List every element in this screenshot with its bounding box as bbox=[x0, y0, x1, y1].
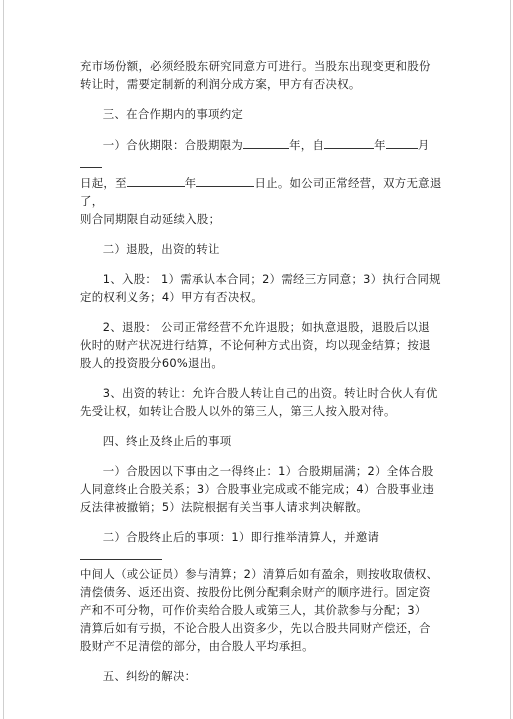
section-heading-4: 四、终止及终止后的事项 bbox=[102, 434, 232, 448]
text-line: 先受让权，如转让合股人以外的第三人，第三人按入股对待。 bbox=[80, 404, 396, 418]
text-line: 股人的投资股分60%退出。 bbox=[80, 356, 224, 370]
paragraph-after-termination bbox=[80, 528, 442, 655]
text-line: 1、入股： 1）需承认本合同；2）需经三方同意；3）执行合同规 bbox=[102, 272, 441, 286]
blank-years[interactable] bbox=[243, 135, 289, 149]
blank-start-month[interactable] bbox=[386, 135, 418, 149]
text-run: 月 bbox=[417, 138, 430, 152]
blank-end-day[interactable] bbox=[196, 173, 254, 187]
section-heading-5: 五、纠纷的解决： bbox=[102, 669, 197, 683]
text-line: 充市场份额，必须经股东研究同意方可进行。当股东出现变更和股份 bbox=[80, 59, 431, 73]
text-line bbox=[80, 528, 442, 565]
text-line bbox=[80, 135, 442, 173]
text-run: 年，自 bbox=[289, 138, 325, 152]
blank-start-year[interactable] bbox=[324, 135, 374, 149]
subheading-withdrawal: 二）退股，出资的转让 bbox=[102, 242, 220, 256]
text-line: 清偿债务、返还出资、按股份比例分配剩余财产的顺序进行。固定资 bbox=[80, 585, 431, 599]
page-edge-right bbox=[510, 0, 511, 719]
text-line: 伙时的财产状况进行结算，不论何种方式出资，均以现金结算；按退 bbox=[80, 338, 431, 352]
blank-mediator[interactable] bbox=[80, 546, 162, 560]
text-line: 股财产不足清偿的部分，由合股人平均承担。 bbox=[80, 639, 314, 653]
blank-start-day[interactable] bbox=[80, 154, 102, 168]
text-line: 反法律被撤销；5）法院根据有关当事人请求判决解散。 bbox=[80, 500, 369, 514]
section-heading-3: 三、在合作期内的事项约定 bbox=[102, 107, 244, 121]
term-label: 一）合伙期限：合股期限为 bbox=[102, 138, 244, 152]
text-line: 产和不可分物，可作价卖给合股人或第三人，其价款参与分配；3） bbox=[80, 603, 427, 617]
text-run: 日起，至 bbox=[80, 176, 127, 190]
text-line bbox=[80, 173, 442, 210]
paragraph-termination bbox=[80, 462, 442, 516]
text-run: 年 bbox=[374, 138, 386, 152]
text-run: 二）合股终止后的事项：1）即行推举清算人，并邀请 bbox=[102, 530, 380, 544]
blank-end-year[interactable] bbox=[127, 173, 185, 187]
text-line: 转让时，需要定制新的利润分成方案，甲方有否决权。 bbox=[80, 77, 361, 91]
text-line: 2、退股： 公司正常经营不允许退股；如执意退股，退股后以退 bbox=[102, 320, 430, 334]
paragraph-withdrawal bbox=[80, 318, 442, 372]
text-line: 一）合股因以下事由之一得终止：1）合股期届满；2）全体合股 bbox=[102, 464, 434, 478]
paragraph-profit-sharing bbox=[80, 57, 442, 93]
paragraph-transfer bbox=[80, 384, 442, 420]
text-line: 清算后如有亏损，不论合股人出资多少，先以合股共同财产偿还，合 bbox=[80, 621, 431, 635]
text-run: 日止。如公司正常经营，双方无意退了， bbox=[80, 176, 442, 208]
text-line: 中间人（或公证员）参与清算；2）清算后如有盈余，则按收取债权、 bbox=[80, 567, 439, 581]
paragraph-joining bbox=[80, 270, 442, 306]
text-line: 定的权利义务；4）甲方有否决权。 bbox=[80, 290, 263, 304]
text-line: 人同意终止合股关系；3）合股事业完成或不能完成；4）合股事业违 bbox=[80, 482, 435, 496]
page-edge-left bbox=[3, 0, 4, 719]
text-line: 3、出资的转让：允许合股人转让自己的出资。转让时合伙人有优 bbox=[102, 386, 438, 400]
text-line: 则合同期限自动延续入股； bbox=[80, 212, 221, 226]
text-run: 年 bbox=[184, 176, 197, 190]
document-body bbox=[80, 57, 442, 685]
paragraph-partnership-term bbox=[80, 135, 442, 228]
